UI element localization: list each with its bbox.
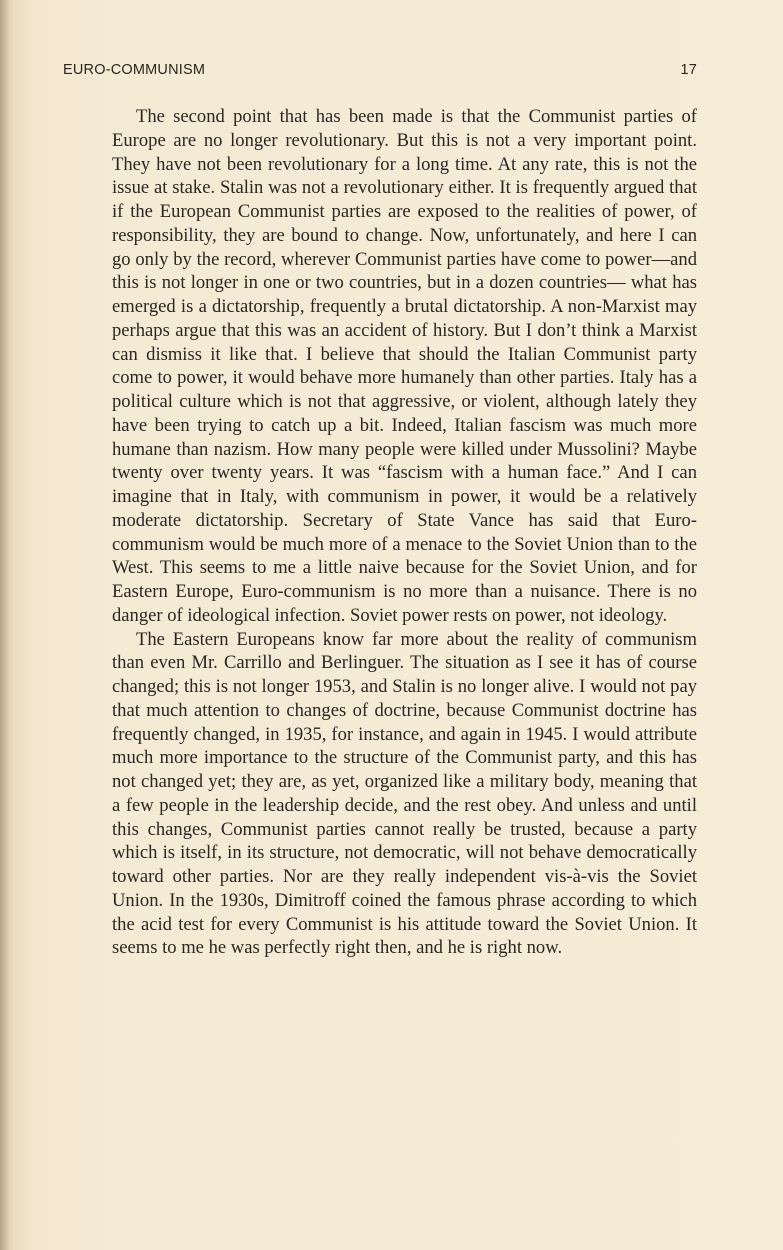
gutter-shadow [0, 0, 10, 1250]
running-head [63, 62, 697, 82]
running-title: EURO-COMMUNISM [63, 62, 206, 78]
body-text [112, 105, 697, 960]
paragraph-2: The Eastern Europeans know far more about the reality of communism than even Mr. Carrillo and Berlinguer. The situation as I see it has of course changed; this is not longer 1953, and Stalin is no longer alive. I would not pay that much attention to changes of doctrine, because Communist doctrine has frequently changed, in 1935, for instance, and again in 1945. I would attribute much more importance to the structure of the Communist party, and this has not changed yet; they are, as yet, organized like a military body, meaning that a few people in the leadership decide, and the rest obey. And unless and until this changes, Communist parties cannot really be trusted, because a party which is itself, in its structure, not democratic, will not behave democratically toward other parties. Nor are they really independent vis-à-vis the Soviet Union. In the 1930s, Dimitroff coined the famous phrase according to which the acid test for every Communist is his attitude toward the Soviet Union. It seems to me he was perfectly right then, and he is right now. [112, 628, 697, 959]
paragraph-1: The second point that has been made is that the Communist parties of Europe are no longer revolutionary. But this is not a very important point. They have not been revolutionary for a long time. At any rate, this is not the issue at stake. Stalin was not a revolutionary either. It is frequently argued that if the European Communist parties are exposed to the realities of power, of responsibility, they are bound to change. Now, unfortunately, and here I can go only by the record, wherever Communist parties have come to power—and this is not longer in one or two countries, but in a dozen countries— what has emerged is a dictatorship, frequently a brutal dictatorship. A non-Marxist may perhaps argue that this was an accident of history. But I don’t think a Marxist can dismiss it like that. I believe that should the Italian Communist party come to power, it would behave more humanely than other parties. Italy has a political culture which is not that aggressive, or violent, although lately they have been trying to catch up a bit. Indeed, Italian fascism was much more humane than nazism. How many people were killed under Mussolini? Maybe twenty over twenty years. It was “fascism with a human face.” And I can imagine that in Italy, with communism in power, it would be a relatively moderate dictatorship. Secretary of State Vance has said that Euro-communism would be much more of a menace to the Soviet Union than to the West. This seems to me a little naive because for the Soviet Union, and for Eastern Europe, Euro-communism is no more than a nuisance. There is no danger of ideological infection. Soviet power rests on power, not ideology. [112, 106, 697, 626]
page-number: 17 [680, 62, 697, 78]
